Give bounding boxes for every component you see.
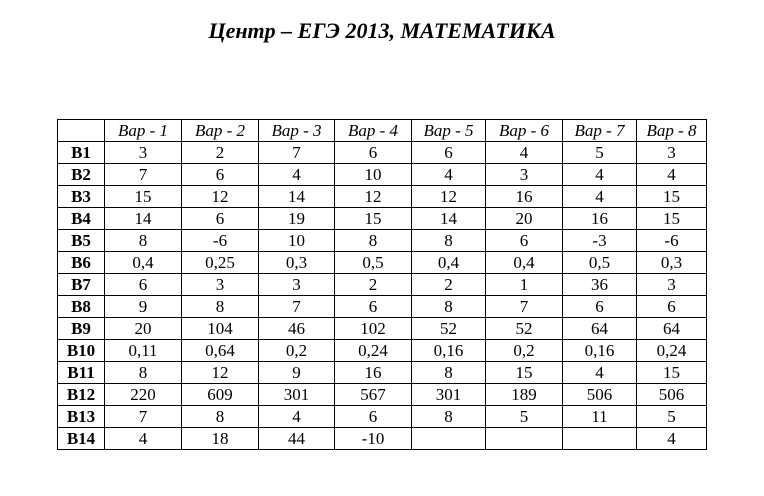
answer-cell: 0,3 [637, 252, 707, 274]
answer-cell: 0,4 [412, 252, 486, 274]
answer-cell: 4 [637, 428, 707, 450]
answer-cell: 8 [335, 230, 412, 252]
answer-cell: 6 [335, 406, 412, 428]
row-label: B2 [58, 164, 105, 186]
answer-cell: 2 [335, 274, 412, 296]
answer-cell: 567 [335, 384, 412, 406]
row-label: B6 [58, 252, 105, 274]
column-header: Вар - 5 [412, 120, 486, 142]
row-label: B13 [58, 406, 105, 428]
table-row [58, 274, 707, 296]
answer-cell: 12 [182, 362, 259, 384]
row-label: B1 [58, 142, 105, 164]
answer-cell: 506 [637, 384, 707, 406]
answer-cell: 14 [259, 186, 335, 208]
answer-cell: 189 [486, 384, 563, 406]
answer-cell: 15 [637, 186, 707, 208]
answer-cell: 52 [486, 318, 563, 340]
answer-cell: 7 [259, 296, 335, 318]
answer-cell: 4 [563, 362, 637, 384]
answer-cell: 6 [563, 296, 637, 318]
answer-cell: 3 [259, 274, 335, 296]
answer-cell: 6 [486, 230, 563, 252]
column-header: Вар - 8 [637, 120, 707, 142]
row-label: B4 [58, 208, 105, 230]
answer-cell: 0,11 [105, 340, 182, 362]
table-row [58, 340, 707, 362]
answer-cell: 8 [182, 296, 259, 318]
row-label: B9 [58, 318, 105, 340]
answer-cell: 0,16 [563, 340, 637, 362]
column-header: Вар - 7 [563, 120, 637, 142]
row-label: B8 [58, 296, 105, 318]
answer-cell: 8 [182, 406, 259, 428]
answer-cell: 7 [486, 296, 563, 318]
column-header: Вар - 4 [335, 120, 412, 142]
answer-cell: 10 [335, 164, 412, 186]
answer-cell: 4 [637, 164, 707, 186]
answer-cell: 3 [105, 142, 182, 164]
answer-cell: 0,5 [335, 252, 412, 274]
answer-cell: 0,3 [259, 252, 335, 274]
page-title: Центр – ЕГЭ 2013, МАТЕМАТИКА [208, 18, 556, 43]
answer-cell: 6 [412, 142, 486, 164]
answer-cell: -3 [563, 230, 637, 252]
answer-cell: 0,64 [182, 340, 259, 362]
answer-cell: 18 [182, 428, 259, 450]
table-row [58, 406, 707, 428]
answer-cell: 8 [412, 230, 486, 252]
answer-cell: 15 [335, 208, 412, 230]
answer-cell: -6 [637, 230, 707, 252]
answer-cell: 16 [563, 208, 637, 230]
answer-cell: 5 [563, 142, 637, 164]
answer-cell: 4 [259, 406, 335, 428]
table-body [58, 142, 707, 450]
table-row [58, 208, 707, 230]
table-row [58, 428, 707, 450]
answer-cell: 3 [637, 274, 707, 296]
answer-cell: 15 [637, 362, 707, 384]
answer-cell: 5 [486, 406, 563, 428]
answer-cell: 0,2 [259, 340, 335, 362]
answer-cell: 0,24 [637, 340, 707, 362]
answer-cell: 220 [105, 384, 182, 406]
answer-cell: 8 [105, 230, 182, 252]
column-header: Вар - 1 [105, 120, 182, 142]
answer-cell: 15 [486, 362, 563, 384]
answer-cell: 6 [637, 296, 707, 318]
table-row [58, 142, 707, 164]
answer-cell: 1 [486, 274, 563, 296]
answer-cell: 0,4 [105, 252, 182, 274]
answer-cell: 64 [563, 318, 637, 340]
answer-cell: 14 [412, 208, 486, 230]
answer-cell: 3 [182, 274, 259, 296]
answer-cell: 0,16 [412, 340, 486, 362]
answer-cell: -10 [335, 428, 412, 450]
table-row [58, 384, 707, 406]
answer-cell: 6 [182, 164, 259, 186]
answer-cell: 4 [105, 428, 182, 450]
column-header: Вар - 2 [182, 120, 259, 142]
answer-cell: 6 [105, 274, 182, 296]
answer-cell: 6 [335, 296, 412, 318]
answer-cell: 12 [412, 186, 486, 208]
answer-cell: 9 [105, 296, 182, 318]
answer-cell: 46 [259, 318, 335, 340]
answer-cell: 36 [563, 274, 637, 296]
answer-cell: 3 [486, 164, 563, 186]
table-row [58, 186, 707, 208]
answer-cell: 7 [259, 142, 335, 164]
row-label: B11 [58, 362, 105, 384]
answer-cell: 5 [637, 406, 707, 428]
answer-cell: 11 [563, 406, 637, 428]
answer-cell: 4 [412, 164, 486, 186]
answer-cell: 15 [637, 208, 707, 230]
column-header: Вар - 3 [259, 120, 335, 142]
table-row [58, 230, 707, 252]
row-label: B5 [58, 230, 105, 252]
answer-cell: 8 [105, 362, 182, 384]
answer-cell: 14 [105, 208, 182, 230]
answer-cell: 20 [105, 318, 182, 340]
answer-cell: 609 [182, 384, 259, 406]
answer-cell: 3 [637, 142, 707, 164]
answer-cell [486, 428, 563, 450]
answer-cell: 20 [486, 208, 563, 230]
answer-cell: 0,24 [335, 340, 412, 362]
column-header: Вар - 6 [486, 120, 563, 142]
answer-cell: 15 [105, 186, 182, 208]
answer-cell: 0,4 [486, 252, 563, 274]
table-row [58, 318, 707, 340]
answer-cell [412, 428, 486, 450]
row-label: B10 [58, 340, 105, 362]
answer-cell: 301 [259, 384, 335, 406]
answer-cell: 0,25 [182, 252, 259, 274]
answer-cell: 506 [563, 384, 637, 406]
answer-cell: 8 [412, 406, 486, 428]
answer-cell: 10 [259, 230, 335, 252]
row-label: B7 [58, 274, 105, 296]
answer-cell: 6 [182, 208, 259, 230]
answer-cell: 16 [486, 186, 563, 208]
answer-cell: 8 [412, 362, 486, 384]
answer-cell: 12 [335, 186, 412, 208]
answer-cell: 2 [412, 274, 486, 296]
answer-cell: 102 [335, 318, 412, 340]
answer-cell: 52 [412, 318, 486, 340]
answer-cell: 7 [105, 164, 182, 186]
answer-cell: 0,5 [563, 252, 637, 274]
row-label: B3 [58, 186, 105, 208]
row-label: B12 [58, 384, 105, 406]
answer-cell: 19 [259, 208, 335, 230]
answer-cell: 12 [182, 186, 259, 208]
answer-cell: 8 [412, 296, 486, 318]
table-header-row [58, 120, 707, 142]
answer-cell: 0,2 [486, 340, 563, 362]
table-row [58, 252, 707, 274]
answer-cell: 4 [259, 164, 335, 186]
answer-cell: 4 [563, 186, 637, 208]
answer-cell: 104 [182, 318, 259, 340]
answer-cell: 301 [412, 384, 486, 406]
answers-table [57, 119, 707, 450]
answer-cell: 6 [335, 142, 412, 164]
answer-cell: -6 [182, 230, 259, 252]
answer-cell: 64 [637, 318, 707, 340]
answer-cell [563, 428, 637, 450]
row-label: B14 [58, 428, 105, 450]
answer-cell: 44 [259, 428, 335, 450]
table-row [58, 362, 707, 384]
answer-cell: 9 [259, 362, 335, 384]
answer-cell: 16 [335, 362, 412, 384]
corner-cell [58, 120, 105, 142]
answer-cell: 2 [182, 142, 259, 164]
answer-cell: 4 [486, 142, 563, 164]
answer-cell: 4 [563, 164, 637, 186]
table-row [58, 296, 707, 318]
table-row [58, 164, 707, 186]
answer-cell: 7 [105, 406, 182, 428]
